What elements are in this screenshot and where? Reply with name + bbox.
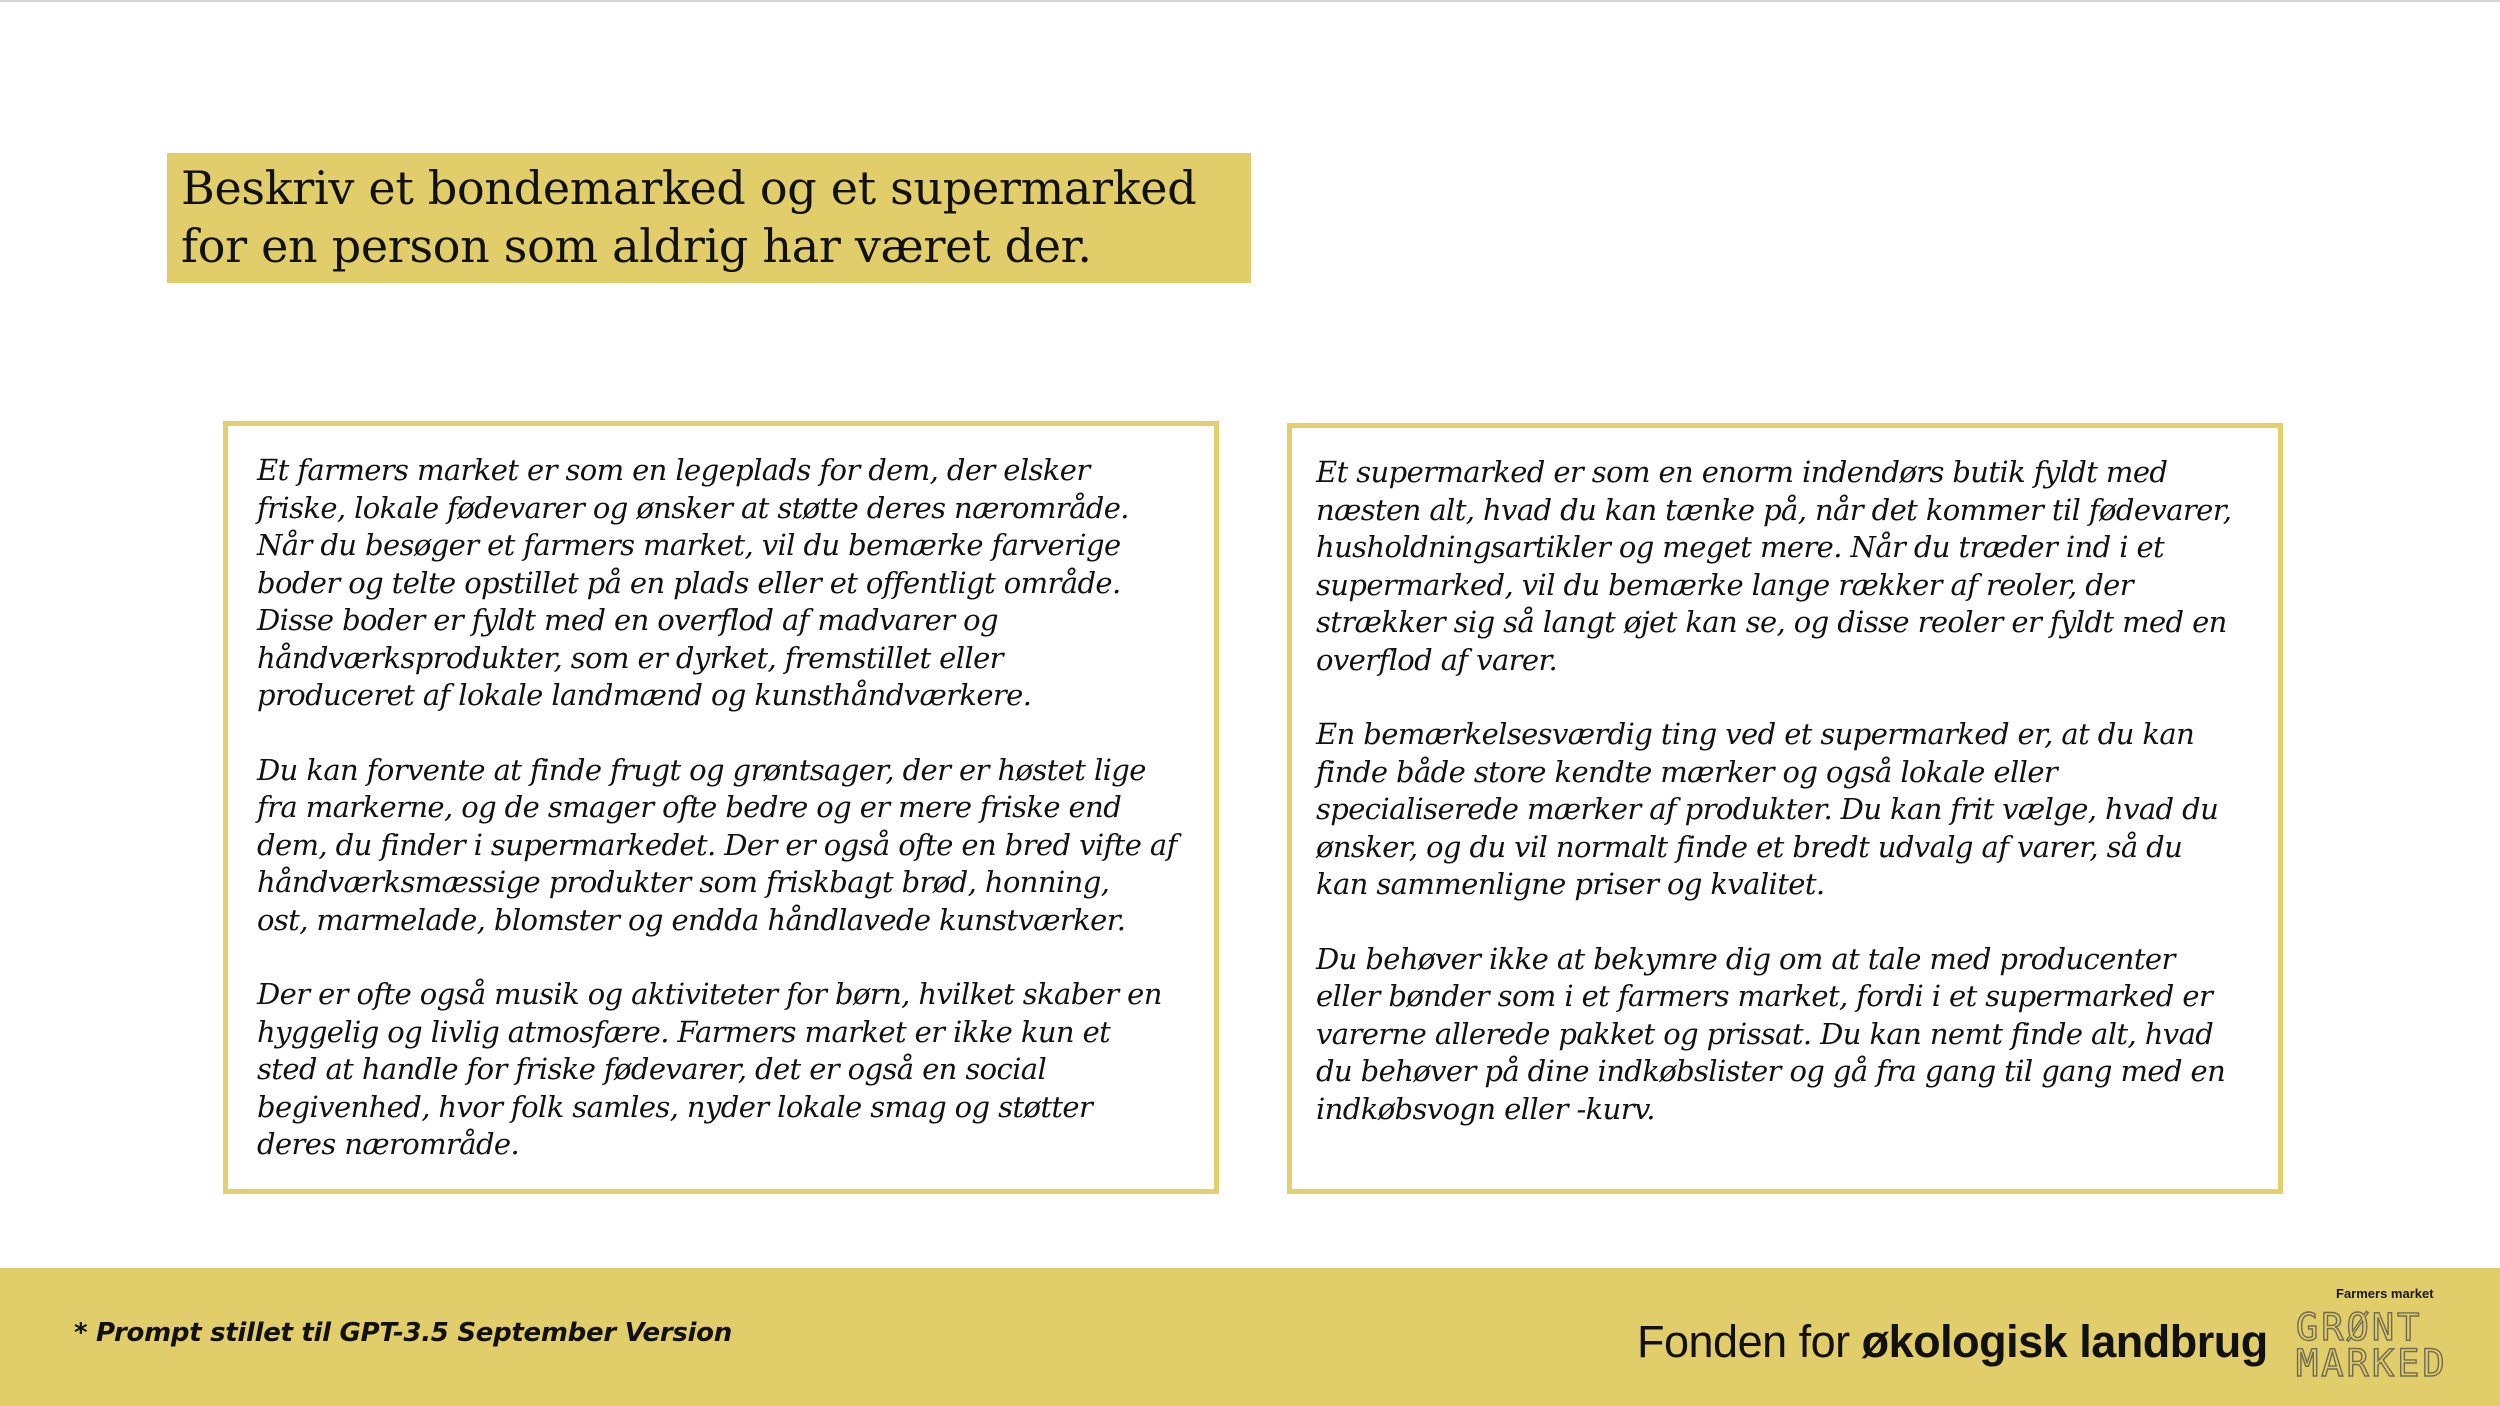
title-banner (167, 153, 1251, 283)
left-paragraph-2: Du kan forvente at finde frugt og grøntsager, der er høstet lige fra markerne, og de smager ofte bedre og er mere friske end dem, du finder i supermarkedet. Der er også ofte en bred vifte af håndværksmæssige produkter som friskbagt brød, honning, ost, marmelade, blomster og endda håndlavede kunstværker. (257, 752, 1177, 937)
logo-line-1: GRØNT (2296, 1306, 2423, 1349)
organization-name-bold: økologisk landbrug (1861, 1316, 2268, 1367)
title-line-2: for en person som aldrig har været der. (181, 219, 1092, 273)
left-paragraph-1: Et farmers market er som en legeplads for dem, der elsker friske, lokale fødevarer og ønsker at støtte deres nærområde. Når du besøger et farmers market, vil du bemærke farverige boder og telte opstillet på en plads eller et offentligt område. Disse boder er fyldt med en overflod af madvarer og håndværksprodukter, som er dyrket, fremstillet eller produceret af lokale landmænd og kunsthåndværkere. (257, 453, 1129, 712)
title-line-1: Beskriv et bondemarked og et supermarked (181, 161, 1197, 215)
page-title (181, 159, 1251, 275)
gront-marked-logo (2296, 1286, 2476, 1396)
left-paragraph-3: Der er ofte også musik og aktiviteter for børn, hvilket skaber en hyggelig og livlig atmosfære. Farmers market er ikke kun et sted at handle for friske fødevarer, det er også en social begivenhed, hvor folk samles, nyder lokale smag og støtter deres nærområde. (257, 977, 1162, 1161)
farmers-market-text-box (223, 421, 1219, 1194)
right-paragraph-1: Et supermarked er som en enorm indendørs butik fyldt med næsten alt, hvad du kan tænke på, når det kommer til fødevarer, husholdningsartikler og meget mere. Når du træder ind i et supermarked, vil du bemærke lange rækker af reoler, der strækker sig så langt øjet kan se, og disse reoler er fyldt med en overflod af varer. (1316, 455, 2232, 677)
right-paragraph-3: Du behøver ikke at bekymre dig om at tale med producenter eller bønder som i et farmers market, fordi i et supermarked er varerne allerede pakket og prissat. Du kan nemt finde alt, hvad du behøver på dine indkøbslister og gå fra gang til gang med en indkøbsvogn eller -kurv. (1316, 941, 2226, 1126)
logo-line-2: MARKED (2296, 1342, 2448, 1385)
organization-name (1637, 1316, 2268, 1368)
organization-name-regular: Fonden for (1637, 1316, 1862, 1367)
logo-small-text: Farmers market (2336, 1286, 2434, 1301)
top-divider (0, 0, 2500, 2)
footnote: * Prompt stillet til GPT-3.5 September Version (74, 1318, 732, 1348)
supermarket-text-box (1287, 423, 2283, 1194)
right-paragraph-2: En bemærkelsesværdig ting ved et supermarked er, at du kan finde både store kendte mærker og også lokale eller specialiserede mærker af produkter. Du kan frit vælge, hvad du ønsker, og du vil normalt finde et bredt udvalg af varer, så du kan sammenligne priser og kvalitet. (1316, 717, 2219, 901)
footer-bar (0, 1268, 2500, 1406)
